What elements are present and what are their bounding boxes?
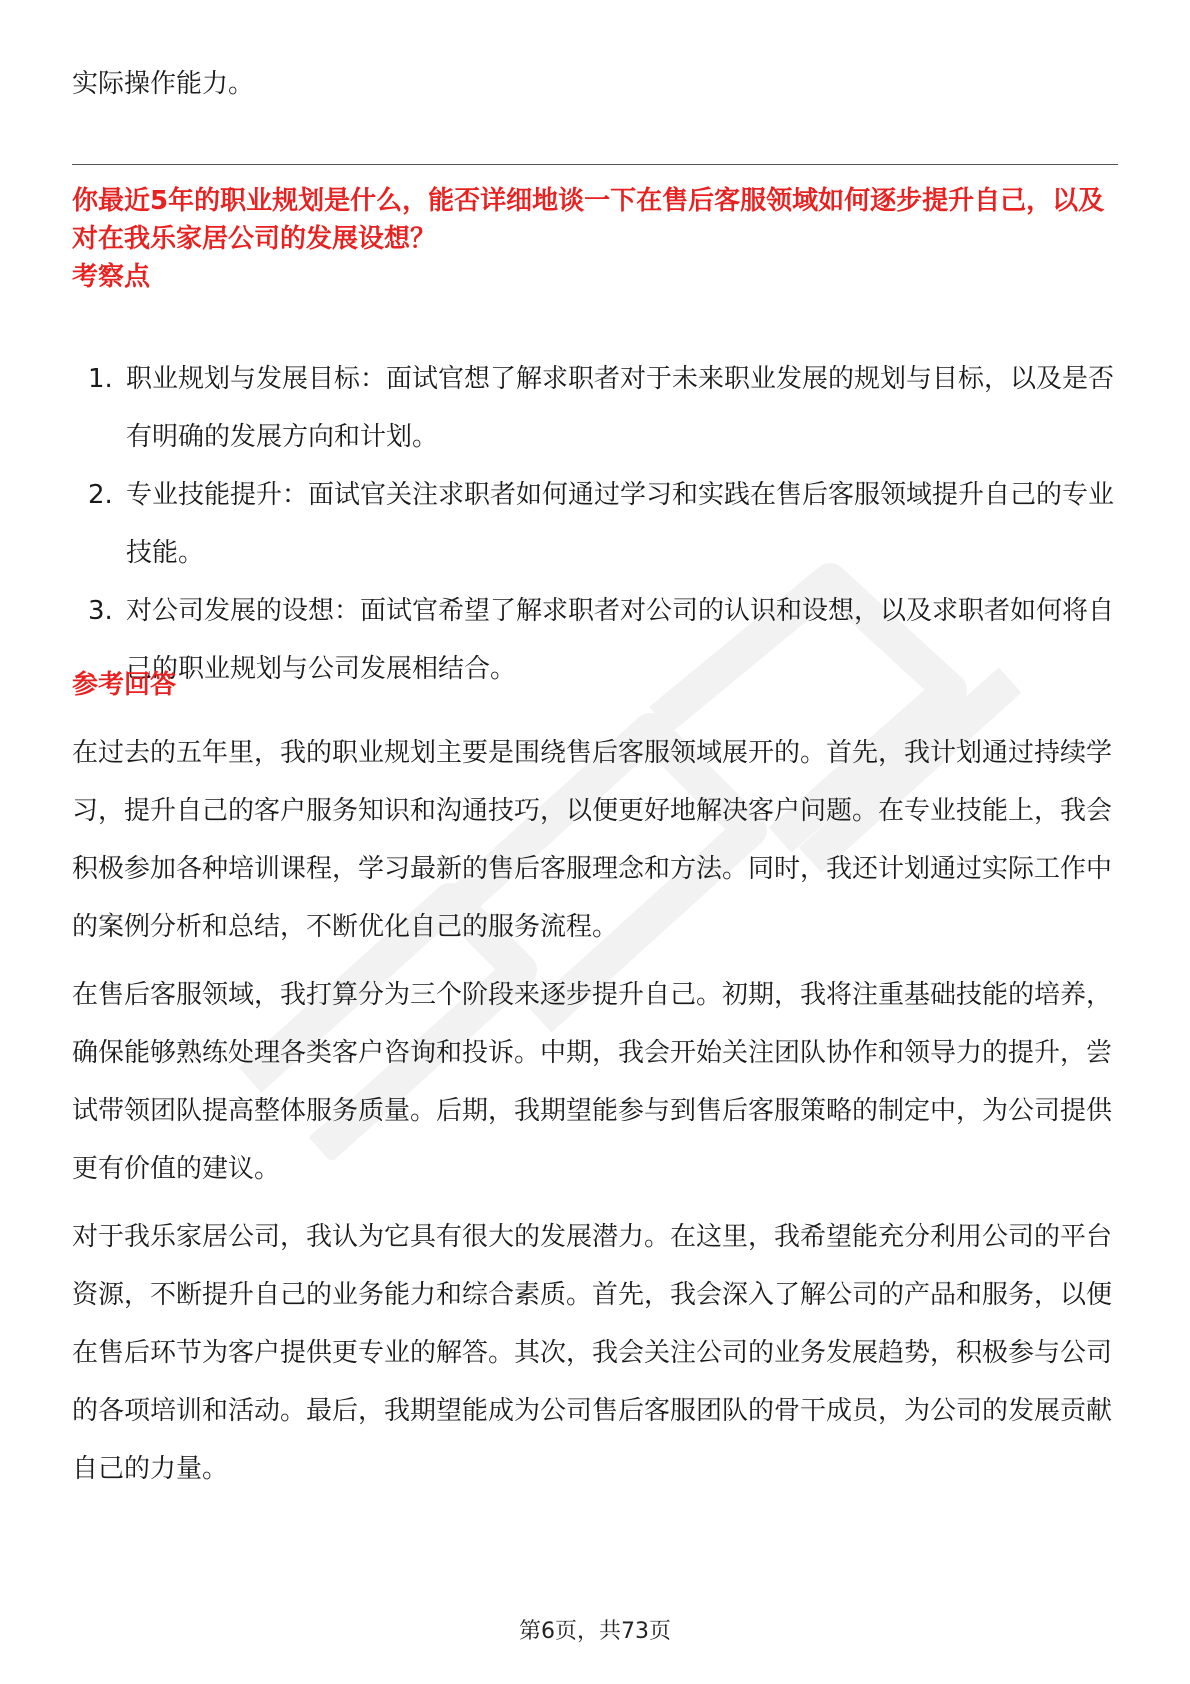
assessment-item — [72, 466, 1118, 582]
assessment-item-number: 2. — [88, 480, 113, 510]
assessment-item — [72, 350, 1118, 466]
assessment-item — [72, 582, 1118, 698]
answer-paragraph: 在过去的五年里，我的职业规划主要是围绕售后客服领域展开的。首先，我计划通过持续学习，提升自己的客户服务知识和沟通技巧，以便更好地解决客户问题。在专业技能上，我会积极参加各种培训课程，学习最新的售后客服理念和方法。同时，我还计划通过实际工作中的案例分析和总结，不断优化自己的服务流程。 — [72, 738, 1113, 942]
continued-text: 实际操作能力。 — [72, 69, 255, 99]
assessment-item-text: 职业规划与发展目标：面试官想了解求职者对于未来职业发展的规划与目标，以及是否有明确的发展方向和计划。 — [126, 364, 1115, 452]
answer-paragraph: 在售后客服领域，我打算分为三个阶段来逐步提升自己。初期，我将注重基础技能的培养，确保能够熟练处理各类客户咨询和投诉。中期，我会开始关注团队协作和领导力的提升，尝试带领团队提高整体服务质量。后期，我期望能参与到售后客服策略的制定中，为公司提供更有价值的建议。 — [72, 980, 1113, 1184]
page-number: 第6页，共73页 — [519, 1619, 671, 1644]
answer-heading: 参考回答 — [72, 670, 177, 700]
assessment-item-text: 对公司发展的设想：面试官希望了解求职者对公司的认识和设想，以及求职者如何将自己的职业规划与公司发展相结合。 — [126, 596, 1115, 684]
question-title: 你最近5年的职业规划是什么，能否详细地谈一下在售后客服领域如何逐步提升自己，以及对在我乐家居公司的发展设想？ — [72, 186, 1105, 254]
assessment-item-number: 3. — [88, 596, 113, 626]
answer-paragraph: 对于我乐家居公司，我认为它具有很大的发展潜力。在这里，我希望能充分利用公司的平台资源，不断提升自己的业务能力和综合素质。首先，我会深入了解公司的产品和服务，以便在售后环节为客户提供更专业的解答。其次，我会关注公司的业务发展趋势，积极参与公司的各项培训和活动。最后，我期望能成为公司售后客服团队的骨干成员，为公司的发展贡献自己的力量。 — [72, 1222, 1113, 1484]
assessment-item-number: 1. — [88, 364, 113, 394]
section-divider — [72, 164, 1118, 165]
assessment-item-text: 专业技能提升：面试官关注求职者如何通过学习和实践在售后客服领域提升自己的专业技能。 — [126, 480, 1115, 568]
assessment-list — [72, 350, 1118, 698]
assessment-heading: 考察点 — [72, 262, 151, 292]
